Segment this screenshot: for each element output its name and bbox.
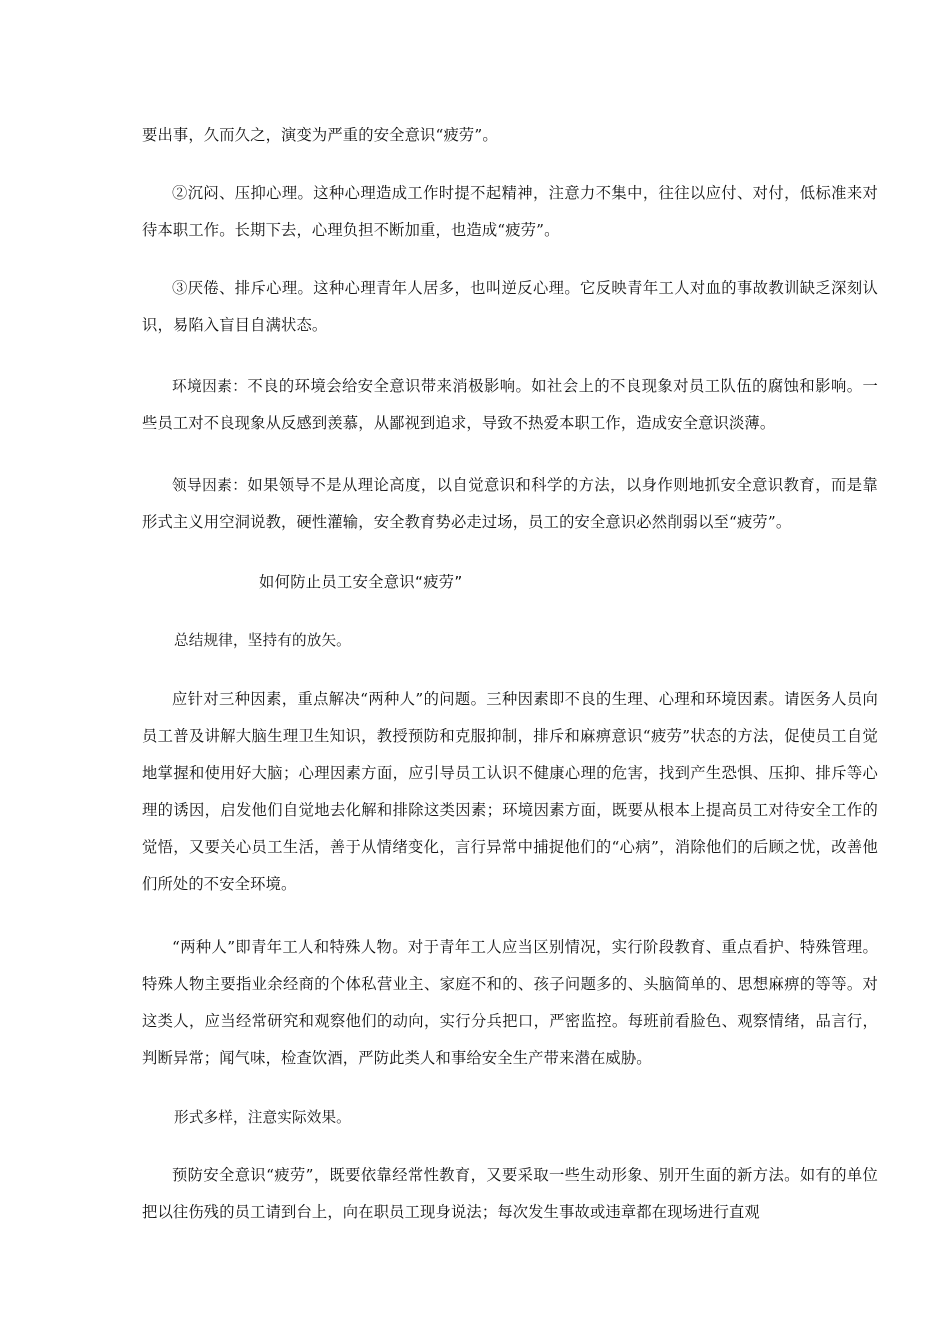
leadership-factor-label: 领导因素： bbox=[172, 477, 248, 494]
paragraph-leadership-factor bbox=[142, 467, 878, 541]
paragraph-weariness-psychology: ③厌倦、排斥心理。这种心理青年人居多，也叫逆反心理。它反映青年工人对血的事故教训缺乏深刻认识，易陷入盲目自满状态。 bbox=[142, 279, 878, 334]
paragraph-continuation: 要出事，久而久之，演变为严重的安全意识“疲劳”。 bbox=[142, 126, 498, 144]
paragraph-three-factors: 应针对三种因素，重点解决“两种人”的问题。三种因素即不良的生理、心理和环境因素。请医务人员向员工普及讲解大脑生理卫生知识，教授预防和克服抑制，排斥和麻痹意识“疲劳”状态的方法，促使员工自觉地掌握和使用好大脑；心理因素方面，应引导员工认识不健康心理的危害，找到产生恐惧、压抑、排斥等心理的诱因，启发他们自觉地去化解和排除这类因素；环境因素方面，既要从根本上提高员工对待安全工作的觉悟，又要关心员工生活，善于从情绪变化，言行异常中捕捉他们的“心病”，消除他们的后顾之忧，改善他们所处的不安全环境。 bbox=[142, 690, 878, 893]
subheading-diverse-forms: 形式多样，注意实际效果。 bbox=[174, 1109, 351, 1126]
leadership-factor-text: 如果领导不是从理论高度，以自觉意识和科学的方法，以身作则地抓安全意识教育，而是靠形式主义用空洞说教，硬性灌输，安全教育势必走过场，员工的安全意识必然削弱以至“疲劳”。 bbox=[142, 476, 878, 531]
environment-factor-label: 环境因素： bbox=[172, 378, 248, 395]
paragraph-depression-psychology: ②沉闷、压抑心理。这种心理造成工作时提不起精神，注意力不集中，往往以应付、对付，低标准来对待本职工作。长期下去，心理负担不断加重，也造成“疲劳”。 bbox=[142, 184, 878, 239]
section-heading: 如何防止员工安全意识“疲劳” bbox=[259, 573, 463, 591]
subheading-summarize-rules: 总结规律，坚持有的放矢。 bbox=[174, 632, 351, 649]
paragraph-two-kinds-of-people: “两种人”即青年工人和特殊人物。对于青年工人应当区别情况，实行阶段教育、重点看护、特殊管理。特殊人物主要指业余经商的个体私营业主、家庭不和的、孩子问题多的、头脑简单的、思想麻痹的等等。对这类人，应当经常研究和观察他们的动向，实行分兵把口，严密监控。每班前看脸色、观察情绪，品言行，判断异常；闻气味，检查饮酒，严防此类人和事给安全生产带来潜在威胁。 bbox=[142, 938, 878, 1067]
environment-factor-text: 不良的环境会给安全意识带来消极影响。如社会上的不良现象对员工队伍的腐蚀和影响。一些员工对不良现象从反感到羡慕，从鄙视到追求，导致不热爱本职工作，造成安全意识淡薄。 bbox=[142, 377, 878, 432]
paragraph-prevention-methods: 预防安全意识“疲劳”，既要依靠经常性教育，又要采取一些生动形象、别开生面的新方法。如有的单位把以往伤残的员工请到台上，向在职员工现身说法；每次发生事故或违章都在现场进行直观 bbox=[142, 1166, 878, 1221]
paragraph-environment-factor bbox=[142, 368, 878, 442]
